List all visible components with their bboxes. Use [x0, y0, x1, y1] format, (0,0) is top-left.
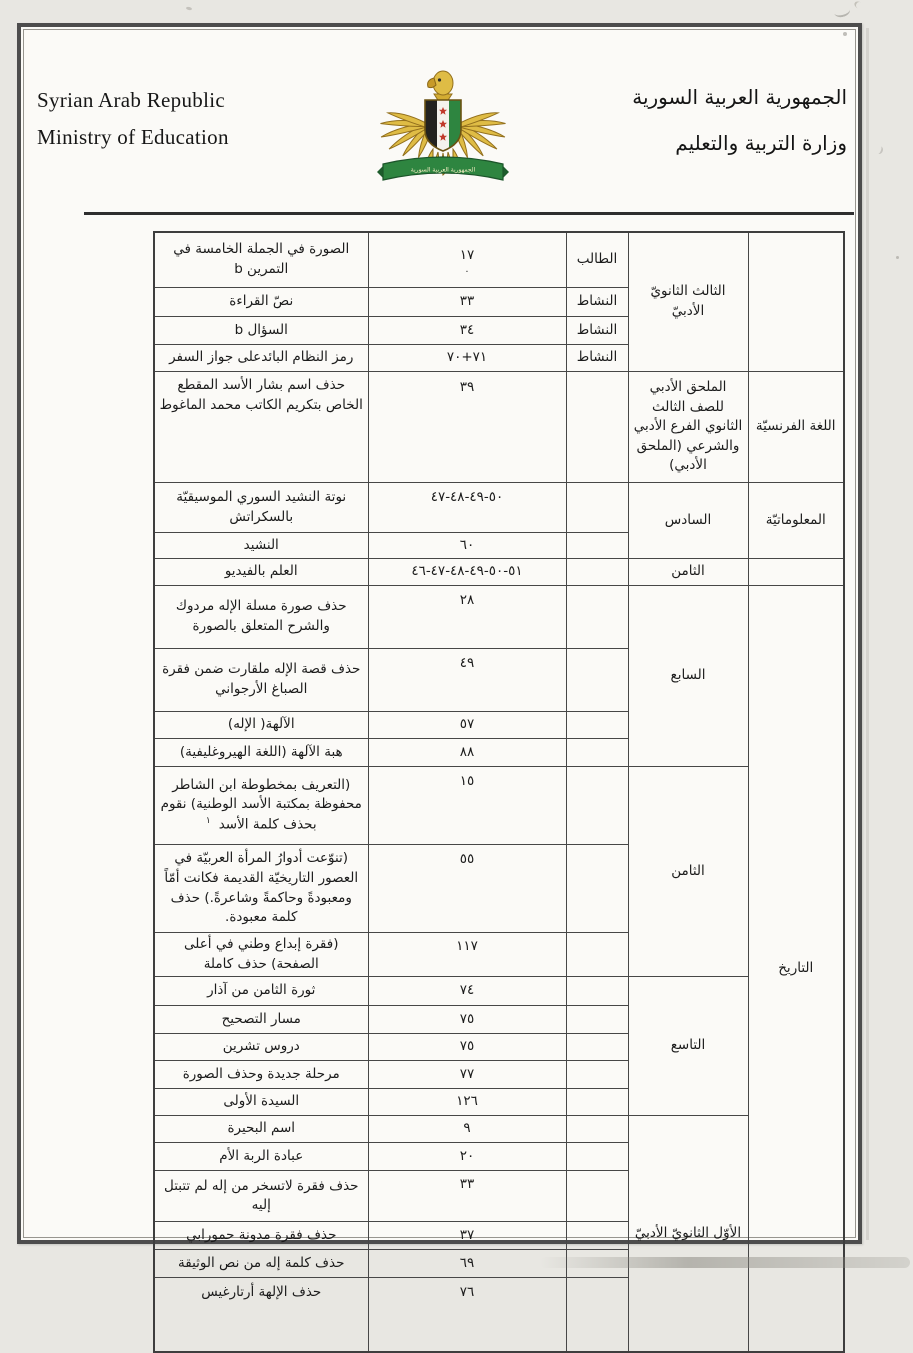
letterhead-english — [37, 82, 229, 156]
type-cell — [566, 1278, 628, 1353]
english-title-line2: Ministry of Education — [37, 125, 229, 149]
arabic-title-line1: الجمهورية العربية السورية — [632, 85, 847, 109]
class-cell: الملحق الأدبي للصف الثالث الثانوي الفرع الأدبي والشرعي (الملحق الأدبي) — [628, 372, 748, 483]
description-cell: حذف قصة الإله ملقارت ضمن فقرة الصباغ الأرجواني — [154, 649, 368, 712]
description-cell: اسم البحيرة — [154, 1116, 368, 1143]
type-cell: النشاط — [566, 288, 628, 317]
table-row — [154, 977, 844, 1006]
subject-cell — [748, 559, 844, 586]
type-cell — [566, 845, 628, 933]
subject-cell: اللغة الفرنسيّة — [748, 372, 844, 483]
type-cell — [566, 1061, 628, 1089]
description-cell: (التعريف بمخطوطة ابن الشاطر محفوظة بمكتبة الأسد الوطنية) نقوم بحذف كلمة الأسد$^١$ — [154, 767, 368, 845]
pages-cell: ٤٦-٤٧-٤٨-٤٩-٥٠-٥١ — [368, 559, 566, 586]
type-cell — [566, 1143, 628, 1171]
description-cell: السؤال b — [154, 317, 368, 345]
type-cell — [566, 933, 628, 977]
description-cell: حذف فقرة مدونة حمورابي — [154, 1222, 368, 1250]
letterhead-arabic — [632, 74, 847, 166]
scan-noise-mark — [833, 4, 851, 19]
type-cell — [566, 533, 628, 559]
type-cell — [566, 483, 628, 533]
stray-mark: ١ — [205, 816, 211, 827]
description-cell: هبة الآلهة (اللغة الهيروغليفية) — [154, 739, 368, 767]
type-cell — [566, 586, 628, 649]
class-cell: الثالث الثانويّ الأدبيّ — [628, 232, 748, 372]
pages-cell: ٧٥ — [368, 1034, 566, 1061]
table-row — [154, 586, 844, 649]
pages-cell: ٤٧-٤٨-٤٩-٥٠ — [368, 483, 566, 533]
type-cell — [566, 712, 628, 739]
syrian-eagle-emblem-icon — [377, 54, 509, 200]
scan-noise-mark — [875, 145, 884, 155]
class-cell: التاسع — [628, 977, 748, 1116]
pages-cell: ٢٠ — [368, 1143, 566, 1171]
pages-cell: ٣٧ — [368, 1222, 566, 1250]
type-cell — [566, 1034, 628, 1061]
description-cell: عبادة الربة الأم — [154, 1143, 368, 1171]
type-cell — [566, 1006, 628, 1034]
scan-noise-mark — [186, 6, 192, 10]
type-cell — [566, 372, 628, 483]
description-cell: ثورة الثامن من آذار — [154, 977, 368, 1006]
pages-cell: ٦٩ — [368, 1250, 566, 1278]
table-row — [154, 1116, 844, 1143]
arabic-title-line2: وزارة التربية والتعليم — [675, 131, 847, 155]
type-cell — [566, 1089, 628, 1116]
header-divider-line — [84, 212, 854, 215]
table-row — [154, 232, 844, 288]
description-cell: حذف كلمة إله من نص الوثيقة — [154, 1250, 368, 1278]
curriculum-table — [153, 231, 845, 1353]
table-row — [154, 483, 844, 533]
class-cell: الثامن — [628, 559, 748, 586]
pages-cell: ٧٦ — [368, 1278, 566, 1353]
pages-cell: ٢٨ — [368, 586, 566, 649]
pages-cell: ٧٥ — [368, 1006, 566, 1034]
pages-cell: ٧٠+٧١ — [368, 345, 566, 372]
scan-edge-shadow — [866, 28, 869, 1240]
class-cell: الثامن — [628, 767, 748, 977]
type-cell — [566, 1116, 628, 1143]
pages-cell: ٥٥ — [368, 845, 566, 933]
type-cell — [566, 739, 628, 767]
description-cell: نوتة النشيد السوري الموسيقيّة بالسكراتش — [154, 483, 368, 533]
description-cell: دروس تشرين — [154, 1034, 368, 1061]
pages-cell: ١٥ — [368, 767, 566, 845]
type-cell: النشاط — [566, 317, 628, 345]
description-cell: حذف صورة مسلة الإله مردوك والشرح المتعلق بالصورة — [154, 586, 368, 649]
table-row — [154, 559, 844, 586]
english-title-line1: Syrian Arab Republic — [37, 88, 225, 112]
description-cell: الصورة في الجملة الخامسة في التمرين b — [154, 232, 368, 288]
table-row — [154, 767, 844, 845]
description-cell: مرحلة جديدة وحذف الصورة — [154, 1061, 368, 1089]
pages-cell: ٣٣ — [368, 288, 566, 317]
type-cell — [566, 1171, 628, 1222]
pages-cell: ٩ — [368, 1116, 566, 1143]
pages-cell: ٨٨ — [368, 739, 566, 767]
pages-cell: ٣٣ — [368, 1171, 566, 1222]
description-cell: العلم بالفيديو — [154, 559, 368, 586]
pages-cell: ٣٩ — [368, 372, 566, 483]
stray-dot: . — [465, 263, 469, 275]
pages-cell: ٣٤ — [368, 317, 566, 345]
description-cell: (فقرة إبداع وطني في أعلى الصفحة) حذف كاملة — [154, 933, 368, 977]
class-cell: الأوّل الثانويّ الأدبيّ — [628, 1116, 748, 1353]
class-cell: السادس — [628, 483, 748, 559]
description-cell: نصّ القراءة — [154, 288, 368, 317]
description-cell: السيدة الأولى — [154, 1089, 368, 1116]
pages-cell: ٤٩ — [368, 649, 566, 712]
pages-cell: ١٢٦ — [368, 1089, 566, 1116]
type-cell — [566, 1250, 628, 1278]
pages-cell: ٥٧ — [368, 712, 566, 739]
scan-noise-mark — [896, 256, 899, 259]
pages-cell: ٧٤ — [368, 977, 566, 1006]
type-cell — [566, 1222, 628, 1250]
description-cell: الآلهة( الإله) — [154, 712, 368, 739]
subject-cell: المعلوماتيّة — [748, 483, 844, 559]
description-cell: النشيد — [154, 533, 368, 559]
description-cell: حذف اسم بشار الأسد المقطع الخاص بتكريم الكاتب محمد الماغوط — [154, 372, 368, 483]
subject-cell: التاريخ — [748, 586, 844, 1353]
type-cell — [566, 767, 628, 845]
description-cell: رمز النظام البائدعلى جواز السفر — [154, 345, 368, 372]
type-cell — [566, 559, 628, 586]
pages-cell: ١١٧ — [368, 933, 566, 977]
scan-noise-mark — [853, 0, 866, 11]
pages-cell: ٧٧ — [368, 1061, 566, 1089]
type-cell: النشاط — [566, 345, 628, 372]
type-cell: الطالب — [566, 232, 628, 288]
description-cell: حذف الإلهة أرتارغيس — [154, 1278, 368, 1353]
type-cell — [566, 977, 628, 1006]
pages-cell: ٦٠ — [368, 533, 566, 559]
description-cell: حذف فقرة لاتسخر من إله لم تتبتل إليه — [154, 1171, 368, 1222]
table-row — [154, 372, 844, 483]
description-cell: (تنوّعت أدوارُ المرأة العربيّة في العصور التاريخيّة القديمة فكانت أمّاً ومعبودةً وحاكمةً وشاعرةً.) حذف كلمة معبودة. — [154, 845, 368, 933]
description-cell: مسار التصحيح — [154, 1006, 368, 1034]
emblem-banner-text: الجمهورية العربية السورية — [410, 166, 476, 174]
subject-cell — [748, 232, 844, 372]
class-cell: السابع — [628, 586, 748, 767]
pages-cell: ١٧ . — [368, 232, 566, 288]
type-cell — [566, 649, 628, 712]
